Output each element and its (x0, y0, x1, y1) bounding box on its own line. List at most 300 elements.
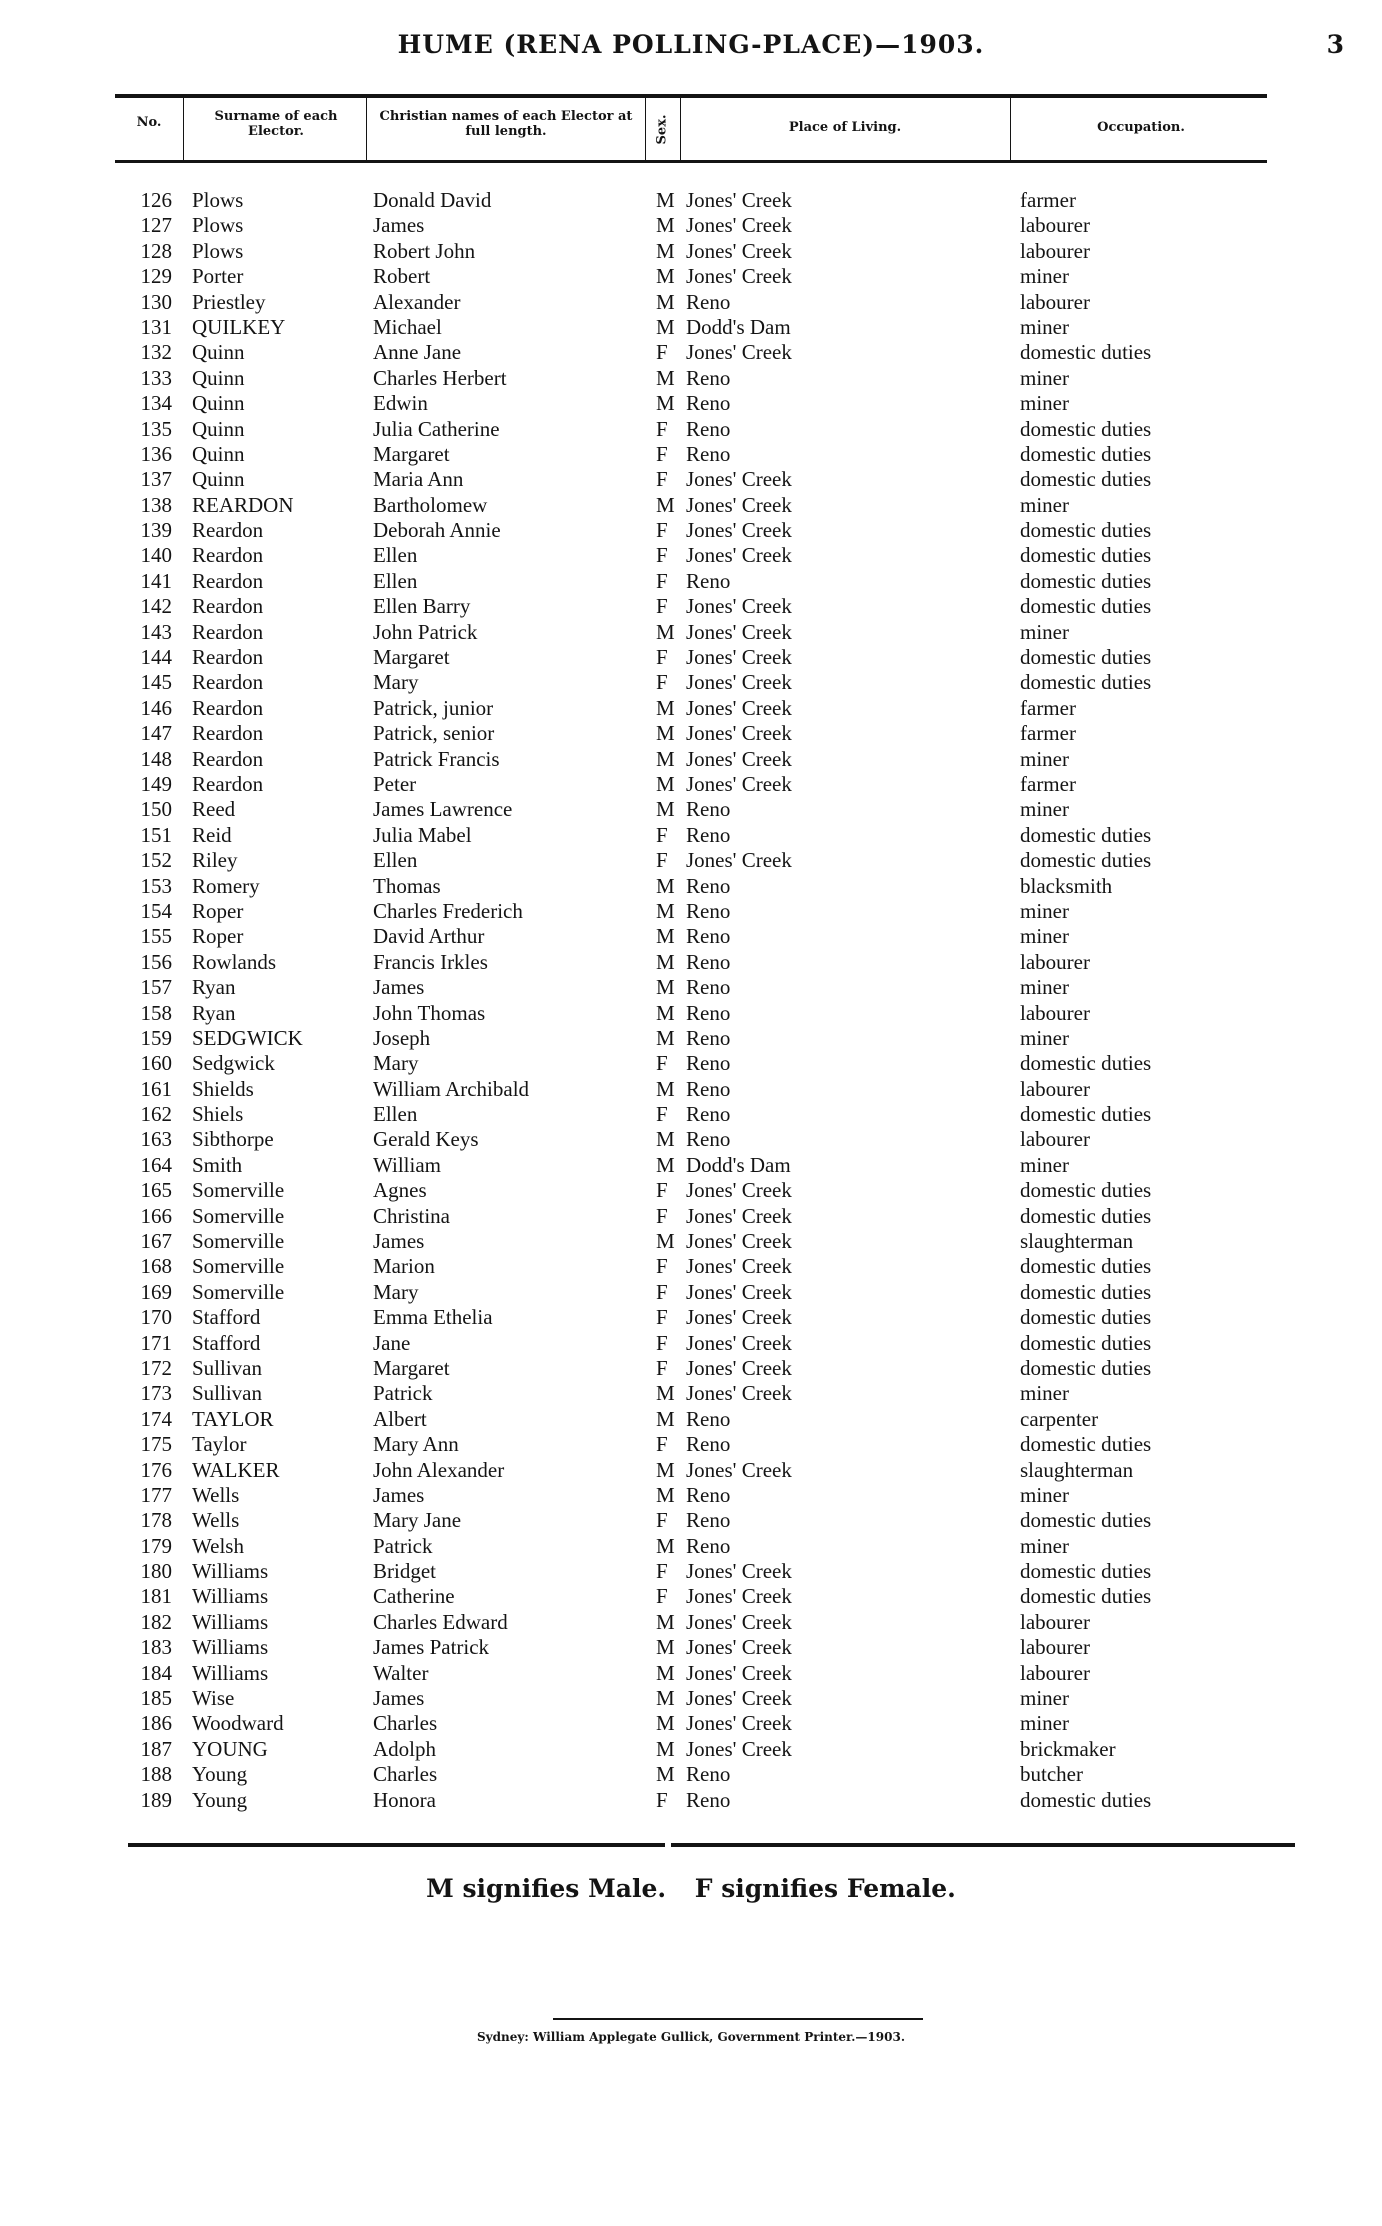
elector-place-of-living: Jones' Creek (686, 213, 792, 238)
elector-place-of-living: Jones' Creek (686, 1381, 792, 1406)
elector-place-of-living: Reno (686, 924, 731, 949)
elector-occupation: domestic duties (1020, 670, 1152, 695)
elector-christian-names: Robert (373, 264, 431, 289)
elector-surname: Smith (192, 1152, 243, 1177)
elector-place-of-living: Reno (686, 1127, 731, 1152)
elector-number: 134 (140, 391, 172, 416)
table-row (0, 1534, 1382, 1559)
elector-sex: F (656, 822, 668, 847)
elector-sex: F (656, 340, 668, 365)
elector-christian-names: Patrick (373, 1381, 433, 1406)
table-row (0, 1483, 1382, 1508)
elector-surname: Williams (192, 1584, 269, 1609)
elector-christian-names: Jane (373, 1330, 411, 1355)
elector-christian-names: Emma Ethelia (373, 1305, 493, 1330)
elector-number: 171 (140, 1330, 172, 1355)
table-row (0, 391, 1382, 416)
elector-place-of-living: Dodd's Dam (686, 1152, 791, 1177)
elector-christian-names: Honora (373, 1787, 436, 1812)
elector-occupation: domestic duties (1020, 416, 1152, 441)
elector-surname: Quinn (192, 391, 245, 416)
elector-surname: Plows (192, 213, 244, 238)
elector-number: 161 (140, 1076, 172, 1101)
elector-surname: Reardon (192, 721, 264, 746)
elector-number: 166 (140, 1203, 172, 1228)
elector-christian-names: James (373, 1482, 425, 1507)
elector-surname: Sullivan (192, 1355, 263, 1380)
elector-sex: M (656, 238, 675, 263)
table-row (0, 1331, 1382, 1356)
elector-occupation: labourer (1020, 1000, 1090, 1025)
elector-sex: M (656, 1609, 675, 1634)
elector-number: 150 (140, 797, 172, 822)
elector-place-of-living: Reno (686, 1533, 731, 1558)
elector-occupation: domestic duties (1020, 594, 1152, 619)
elector-surname: QUILKEY (192, 314, 286, 339)
table-row (0, 1254, 1382, 1279)
elector-christian-names: Catherine (373, 1584, 455, 1609)
elector-christian-names: Charles Herbert (373, 365, 507, 390)
elector-place-of-living: Reno (686, 1025, 731, 1050)
elector-sex: F (656, 1787, 668, 1812)
elector-place-of-living: Reno (686, 1102, 731, 1127)
elector-sex: M (656, 898, 675, 923)
table-row (0, 1788, 1382, 1813)
table-row (0, 645, 1382, 670)
elector-sex: M (656, 797, 675, 822)
elector-place-of-living: Reno (686, 1508, 731, 1533)
elector-surname: Reed (192, 797, 236, 822)
table-row (0, 264, 1382, 289)
elector-sex: M (656, 771, 675, 796)
elector-sex: F (656, 670, 668, 695)
elector-occupation: domestic duties (1020, 848, 1152, 873)
elector-sex: M (656, 1000, 675, 1025)
elector-occupation: domestic duties (1020, 568, 1152, 593)
elector-number: 188 (140, 1762, 172, 1787)
elector-christian-names: Anne Jane (373, 340, 462, 365)
elector-place-of-living: Jones' Creek (686, 467, 792, 492)
table-row (0, 569, 1382, 594)
elector-surname: Wise (192, 1686, 235, 1711)
elector-occupation: domestic duties (1020, 467, 1152, 492)
elector-number: 141 (140, 568, 172, 593)
table-row (0, 1051, 1382, 1076)
elector-place-of-living: Jones' Creek (686, 340, 792, 365)
elector-christian-names: Charles (373, 1711, 438, 1736)
elector-surname: Riley (192, 848, 238, 873)
elector-sex: M (656, 619, 675, 644)
table-row (0, 1432, 1382, 1457)
elector-christian-names: Margaret (373, 645, 450, 670)
elector-surname: Wells (192, 1482, 240, 1507)
elector-occupation: domestic duties (1020, 1559, 1152, 1584)
elector-surname: Somerville (192, 1229, 285, 1254)
elector-place-of-living: Jones' Creek (686, 1457, 792, 1482)
electors-list (0, 188, 1382, 1813)
sex-legend (0, 1874, 1382, 1903)
elector-christian-names: Robert John (373, 238, 476, 263)
elector-sex: M (656, 1229, 675, 1254)
table-row (0, 1077, 1382, 1102)
elector-occupation: labourer (1020, 1609, 1090, 1634)
elector-place-of-living: Reno (686, 568, 731, 593)
elector-place-of-living: Reno (686, 1482, 731, 1507)
elector-occupation: miner (1020, 1533, 1069, 1558)
table-row (0, 1407, 1382, 1432)
elector-occupation: labourer (1020, 1660, 1090, 1685)
elector-sex: F (656, 1559, 668, 1584)
elector-christian-names: Patrick (373, 1533, 433, 1558)
elector-christian-names: James Patrick (373, 1635, 490, 1660)
table-row (0, 290, 1382, 315)
table-row (0, 1635, 1382, 1660)
legend-female: F signifies Female. (694, 1874, 956, 1903)
elector-christian-names: Mary (373, 670, 419, 695)
elector-sex: M (656, 721, 675, 746)
elector-surname: Shields (192, 1076, 254, 1101)
elector-occupation: domestic duties (1020, 1102, 1152, 1127)
legend-male: M signifies Male. (426, 1874, 667, 1903)
elector-christian-names: James (373, 1229, 425, 1254)
elector-sex: M (656, 1025, 675, 1050)
elector-number: 129 (140, 264, 172, 289)
elector-christian-names: Edwin (373, 391, 428, 416)
elector-christian-names: John Patrick (373, 619, 478, 644)
elector-occupation: farmer (1020, 721, 1076, 746)
elector-occupation: miner (1020, 1025, 1069, 1050)
elector-place-of-living: Reno (686, 949, 731, 974)
table-row (0, 1026, 1382, 1051)
elector-occupation: domestic duties (1020, 1254, 1152, 1279)
elector-christian-names: Ellen (373, 848, 418, 873)
table-row (0, 1762, 1382, 1787)
elector-surname: Plows (192, 188, 244, 212)
elector-surname: Shiels (192, 1102, 244, 1127)
elector-christian-names: Bridget (373, 1559, 436, 1584)
table-row (0, 797, 1382, 822)
elector-christian-names: Adolph (373, 1736, 436, 1761)
elector-surname: Sibthorpe (192, 1127, 274, 1152)
table-row (0, 493, 1382, 518)
elector-occupation: miner (1020, 1711, 1069, 1736)
elector-number: 169 (140, 1279, 172, 1304)
elector-place-of-living: Reno (686, 822, 731, 847)
elector-surname: Quinn (192, 441, 245, 466)
elector-surname: Roper (192, 898, 244, 923)
elector-sex: F (656, 543, 668, 568)
elector-occupation: domestic duties (1020, 645, 1152, 670)
elector-number: 176 (140, 1457, 172, 1482)
elector-number: 181 (140, 1584, 172, 1609)
elector-number: 133 (140, 365, 172, 390)
elector-christian-names: James (373, 975, 425, 1000)
elector-occupation: domestic duties (1020, 1584, 1152, 1609)
elector-number: 131 (140, 314, 172, 339)
elector-christian-names: James (373, 1686, 425, 1711)
elector-occupation: miner (1020, 1482, 1069, 1507)
elector-surname: SEDGWICK (192, 1025, 303, 1050)
elector-number: 135 (140, 416, 172, 441)
elector-occupation: miner (1020, 975, 1069, 1000)
column-header-sex: Sex. (654, 114, 670, 145)
elector-surname: Woodward (192, 1711, 284, 1736)
elector-place-of-living: Jones' Creek (686, 1635, 792, 1660)
elector-occupation: slaughterman (1020, 1229, 1134, 1254)
elector-occupation: domestic duties (1020, 822, 1152, 847)
elector-sex: M (656, 188, 675, 212)
elector-surname: Ryan (192, 1000, 236, 1025)
elector-occupation: miner (1020, 619, 1069, 644)
elector-sex: F (656, 1203, 668, 1228)
elector-place-of-living: Jones' Creek (686, 746, 792, 771)
elector-surname: Taylor (192, 1432, 247, 1457)
elector-sex: M (656, 1635, 675, 1660)
elector-surname: Williams (192, 1660, 269, 1685)
elector-sex: F (656, 416, 668, 441)
elector-number: 157 (140, 975, 172, 1000)
elector-sex: M (656, 1482, 675, 1507)
table-row (0, 188, 1382, 213)
elector-place-of-living: Jones' Creek (686, 1686, 792, 1711)
elector-occupation: domestic duties (1020, 1178, 1152, 1203)
table-row (0, 417, 1382, 442)
elector-sex: F (656, 568, 668, 593)
elector-place-of-living: Jones' Creek (686, 1305, 792, 1330)
elector-surname: Reardon (192, 518, 264, 543)
elector-surname: Plows (192, 238, 244, 263)
elector-surname: Reardon (192, 771, 264, 796)
elector-occupation: labourer (1020, 238, 1090, 263)
elector-christian-names: Peter (373, 771, 417, 796)
table-row (0, 823, 1382, 848)
table-row (0, 442, 1382, 467)
elector-place-of-living: Jones' Creek (686, 188, 792, 212)
elector-christian-names: James (373, 213, 425, 238)
closing-rule-left (128, 1843, 665, 1847)
elector-number: 165 (140, 1178, 172, 1203)
table-row (0, 1711, 1382, 1736)
elector-sex: M (656, 1686, 675, 1711)
table-row (0, 1458, 1382, 1483)
elector-sex: M (656, 1152, 675, 1177)
elector-number: 159 (140, 1025, 172, 1050)
elector-christian-names: David Arthur (373, 924, 485, 949)
elector-surname: Reardon (192, 543, 264, 568)
elector-place-of-living: Reno (686, 1762, 731, 1787)
elector-sex: M (656, 746, 675, 771)
elector-place-of-living: Reno (686, 873, 731, 898)
column-divider (645, 98, 646, 160)
elector-occupation: labourer (1020, 1635, 1090, 1660)
elector-christian-names: Christina (373, 1203, 450, 1228)
elector-surname: Reardon (192, 746, 264, 771)
elector-surname: Williams (192, 1635, 269, 1660)
elector-number: 145 (140, 670, 172, 695)
table-row (0, 1178, 1382, 1203)
elector-place-of-living: Reno (686, 365, 731, 390)
elector-occupation: miner (1020, 365, 1069, 390)
table-row (0, 899, 1382, 924)
elector-christian-names: Deborah Annie (373, 518, 501, 543)
elector-surname: TAYLOR (192, 1406, 274, 1431)
elector-occupation: miner (1020, 314, 1069, 339)
elector-number: 177 (140, 1482, 172, 1507)
column-header-place-of-living: Place of Living. (788, 120, 902, 135)
elector-sex: F (656, 645, 668, 670)
table-row (0, 1610, 1382, 1635)
elector-sex: M (656, 213, 675, 238)
elector-number: 164 (140, 1152, 172, 1177)
elector-sex: M (656, 1762, 675, 1787)
elector-christian-names: Mary Jane (373, 1508, 462, 1533)
elector-christian-names: Ellen (373, 568, 418, 593)
column-header-christian-names: Christian names of each Elector at full length. (379, 109, 633, 139)
table-row (0, 1305, 1382, 1330)
elector-surname: Sedgwick (192, 1051, 275, 1076)
elector-number: 185 (140, 1686, 172, 1711)
elector-place-of-living: Reno (686, 1787, 731, 1812)
page-number: 3 (1326, 30, 1344, 59)
elector-christian-names: Donald David (373, 188, 492, 212)
elector-number: 127 (140, 213, 172, 238)
table-row (0, 670, 1382, 695)
elector-surname: WALKER (192, 1457, 280, 1482)
elector-surname: Wells (192, 1508, 240, 1533)
elector-sex: F (656, 1279, 668, 1304)
elector-sex: F (656, 1432, 668, 1457)
elector-christian-names: Ellen (373, 543, 418, 568)
elector-sex: F (656, 1102, 668, 1127)
table-row (0, 874, 1382, 899)
elector-christian-names: Mary (373, 1279, 419, 1304)
elector-occupation: butcher (1020, 1762, 1083, 1787)
table-row (0, 1280, 1382, 1305)
elector-surname: Quinn (192, 467, 245, 492)
elector-place-of-living: Reno (686, 1051, 731, 1076)
elector-occupation: domestic duties (1020, 340, 1152, 365)
elector-christian-names: Julia Mabel (373, 822, 472, 847)
elector-occupation: domestic duties (1020, 441, 1152, 466)
elector-christian-names: Marion (373, 1254, 435, 1279)
column-header-surname: Surname of each Elector. (214, 109, 338, 139)
elector-number: 151 (140, 822, 172, 847)
elector-surname: Porter (192, 264, 244, 289)
elector-number: 178 (140, 1508, 172, 1533)
elector-surname: Quinn (192, 340, 245, 365)
elector-sex: M (656, 391, 675, 416)
elector-place-of-living: Reno (686, 1000, 731, 1025)
elector-occupation: slaughterman (1020, 1457, 1134, 1482)
table-row (0, 340, 1382, 365)
table-row (0, 772, 1382, 797)
column-divider (1010, 98, 1011, 160)
table-row (0, 1559, 1382, 1584)
elector-surname: Roper (192, 924, 244, 949)
elector-christian-names: Francis Irkles (373, 949, 488, 974)
table-row (0, 848, 1382, 873)
table-row (0, 1508, 1382, 1533)
elector-number: 163 (140, 1127, 172, 1152)
elector-sex: M (656, 924, 675, 949)
elector-sex: F (656, 1178, 668, 1203)
column-header-occupation: Occupation. (1097, 120, 1185, 135)
elector-number: 174 (140, 1406, 172, 1431)
elector-sex: F (656, 1305, 668, 1330)
elector-sex: M (656, 1736, 675, 1761)
elector-occupation: miner (1020, 264, 1069, 289)
closing-rule-right (671, 1843, 1295, 1847)
elector-number: 184 (140, 1660, 172, 1685)
elector-number: 156 (140, 949, 172, 974)
elector-sex: F (656, 1508, 668, 1533)
table-row (0, 721, 1382, 746)
elector-occupation: labourer (1020, 949, 1090, 974)
elector-sex: M (656, 264, 675, 289)
table-row (0, 1661, 1382, 1686)
elector-sex: M (656, 975, 675, 1000)
table-row (0, 213, 1382, 238)
elector-occupation: domestic duties (1020, 1305, 1152, 1330)
elector-surname: Reardon (192, 568, 264, 593)
elector-christian-names: Albert (373, 1406, 427, 1431)
elector-occupation: miner (1020, 492, 1069, 517)
elector-christian-names: Margaret (373, 1355, 450, 1380)
table-row (0, 1001, 1382, 1026)
table-row (0, 1356, 1382, 1381)
column-header-no: No. (136, 115, 162, 130)
elector-occupation: domestic duties (1020, 1432, 1152, 1457)
elector-occupation: miner (1020, 1381, 1069, 1406)
elector-place-of-living: Reno (686, 975, 731, 1000)
elector-number: 152 (140, 848, 172, 873)
elector-number: 179 (140, 1533, 172, 1558)
elector-surname: Somerville (192, 1178, 285, 1203)
elector-number: 148 (140, 746, 172, 771)
elector-sex: M (656, 1711, 675, 1736)
elector-number: 144 (140, 645, 172, 670)
elector-place-of-living: Jones' Creek (686, 1711, 792, 1736)
elector-sex: M (656, 1406, 675, 1431)
column-divider (366, 98, 367, 160)
elector-place-of-living: Jones' Creek (686, 1229, 792, 1254)
elector-number: 173 (140, 1381, 172, 1406)
elector-occupation: miner (1020, 746, 1069, 771)
elector-christian-names: Patrick, junior (373, 695, 494, 720)
elector-christian-names: Julia Catherine (373, 416, 500, 441)
elector-occupation: miner (1020, 924, 1069, 949)
elector-place-of-living: Reno (686, 797, 731, 822)
elector-sex: M (656, 289, 675, 314)
elector-number: 130 (140, 289, 172, 314)
elector-number: 167 (140, 1229, 172, 1254)
elector-sex: M (656, 492, 675, 517)
column-divider (680, 98, 681, 160)
elector-sex: F (656, 441, 668, 466)
elector-christian-names: Thomas (373, 873, 441, 898)
elector-christian-names: Charles Frederich (373, 898, 523, 923)
elector-christian-names: James Lawrence (373, 797, 513, 822)
elector-number: 132 (140, 340, 172, 365)
table-row (0, 594, 1382, 619)
elector-occupation: miner (1020, 1152, 1069, 1177)
elector-place-of-living: Jones' Creek (686, 645, 792, 670)
elector-place-of-living: Jones' Creek (686, 670, 792, 695)
elector-surname: Sullivan (192, 1381, 263, 1406)
elector-number: 158 (140, 1000, 172, 1025)
elector-sex: F (656, 1355, 668, 1380)
elector-christian-names: Agnes (373, 1178, 427, 1203)
